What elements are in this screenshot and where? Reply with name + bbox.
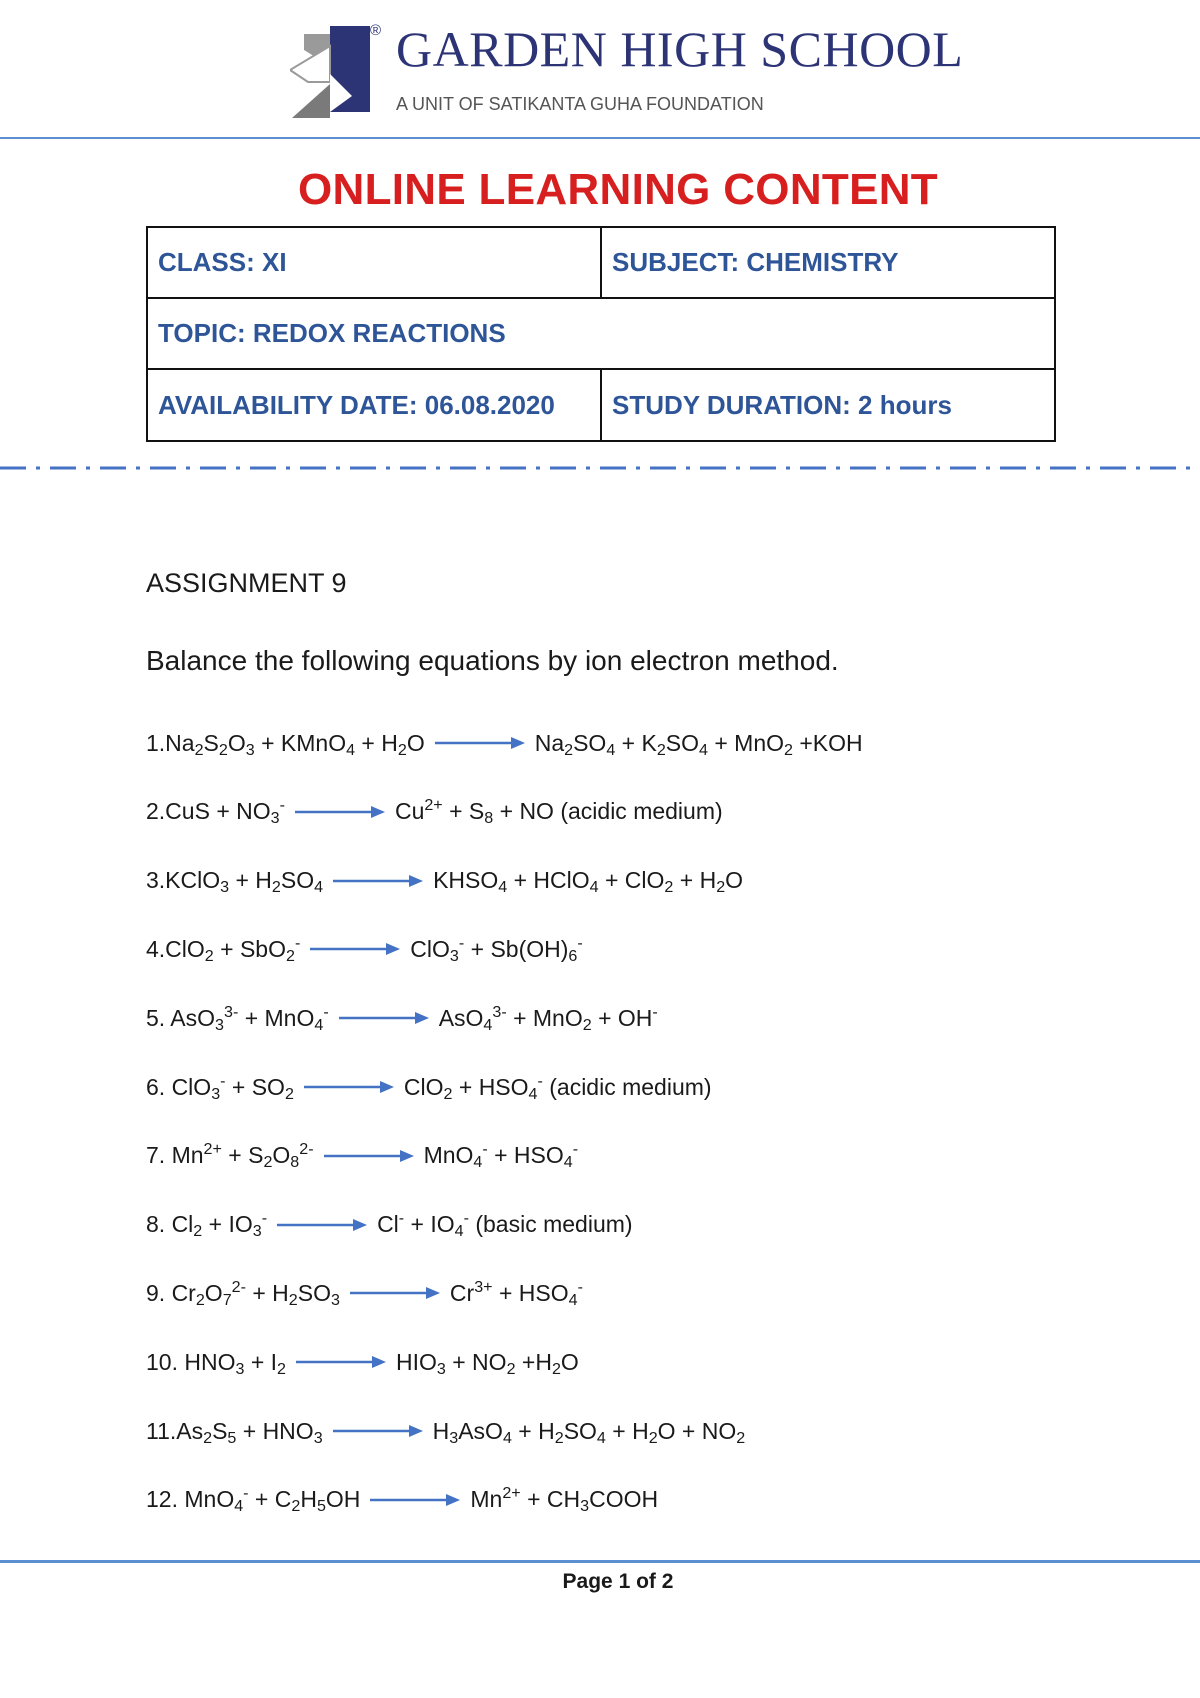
equation-reactants: 6. $ClO_3^- + SO_2$ [146,1071,294,1103]
equation-products: $Mn^{2+}$ + $CH_3COOH$ [470,1484,659,1516]
reaction-arrow-icon [296,1355,386,1369]
reaction-arrow-icon [295,805,385,819]
equation-products: $Cr^{3+} + HSO_4^-$ [449,1278,583,1309]
equation-products: $Cl^- + IO_4^-$ (basic medium) [377,1209,633,1241]
info-row [148,299,1054,370]
header-rule [0,137,1200,139]
reaction-arrow-icon [333,874,423,888]
school-subtitle: A UNIT OF SATIKANTA GUHA FOUNDATION [396,94,764,114]
equation-products: $MnO_4^- + HSO_4^-$ [423,1140,579,1172]
reaction-arrow-icon [277,1218,367,1232]
availability-cell: AVAILABILITY DATE: 06.08.2020 [148,370,602,440]
equation-products: $H_3AsO_4 + H_2SO_4 + H_2O + NO_2$ [432,1417,746,1447]
reaction-arrow-icon [435,736,525,750]
duration-cell: STUDY DURATION: 2 hours [612,389,952,420]
reaction-arrow-icon [324,1149,414,1163]
equation-item [146,1480,658,1520]
equation-products: $Cu^{2+} + S_8$ + NO (acidic medium) [394,796,723,828]
subject-cell: SUBJECT: CHEMISTRY [612,247,899,277]
equation-reactants: $2.CuS + NO_3^-$ [146,796,285,828]
equation-reactants: 4.ClO$_2$ + SbO$_2$- [146,934,301,965]
equation-item [146,792,723,832]
page-title: ONLINE LEARNING CONTENT [297,165,938,214]
equation-reactants: 9. $Cr_2O_7^{2-} + H_2SO_3$ [146,1278,340,1309]
equation-reactants: 7. $Mn^{2+} + S_2O_8^{2-}$ [146,1140,314,1172]
reaction-arrow-icon [350,1286,440,1300]
equation-item [146,1205,633,1245]
assignment-instruction: Balance the following equations by ion electron method. [146,645,839,676]
equation-reactants: 12. $MnO_4^- + C_2H_5OH$ [146,1484,361,1516]
page-number: Page 1 of 2 [562,1570,674,1593]
school-logo-icon [290,26,370,118]
equation-products: $Na_2SO_4 + K_2SO_4 + MnO_2 +KOH$ [534,729,863,759]
info-row [148,370,1054,440]
equation-products: $ClO_2 + HSO_4^-$ (acidic medium) [403,1071,712,1103]
reaction-arrow-icon [333,1424,423,1438]
registered-mark: ® [370,22,382,39]
reaction-arrow-icon [339,1011,429,1025]
footer-rule [0,1560,1200,1563]
assignment-title: ASSIGNMENT 9 [146,568,347,598]
reaction-arrow-icon [370,1493,460,1507]
equation-item [146,1067,712,1107]
equation-item [146,861,743,901]
equation-item [146,1273,583,1313]
equation-item [146,998,658,1038]
equation-item [146,1411,745,1451]
equation-reactants: 10. $HNO_3 + I_2$ [146,1348,286,1378]
info-table [146,226,1056,442]
info-row [148,228,1054,299]
school-name: GARDEN HIGH SCHOOL [396,21,964,77]
equation-item [146,1342,579,1382]
topic-cell: TOPIC: REDOX REACTIONS [158,318,506,348]
equation-products: $HIO_3 + NO_2 +H_2O$ [396,1348,579,1378]
equation-reactants: 3.KClO$_3$ + $H_2SO_4$ [146,867,324,897]
class-cell: CLASS: XI [148,228,602,297]
equation-reactants: $1.Na_2S_2O_3$ + KMnO$_4$ + $H_2O$ [146,729,425,759]
dash-dot-divider [0,465,1200,471]
equation-item [146,929,583,969]
equation-reactants: 5. AsO$_3^{3-}$ + MnO$_4$- [146,1002,329,1034]
equation-item [146,1136,578,1176]
equation-reactants: 8. $Cl_2 + IO_3^-$ [146,1209,268,1241]
reaction-arrow-icon [304,1080,394,1094]
equation-item [146,723,863,763]
equation-products: $KHSO_4$ + HClO$_4$ + $ClO_2 + H_2O$ [433,867,744,897]
equation-products: AsO$_4^{3-}$ + MnO$_2$ + OH- [438,1002,658,1034]
equation-products: $ClO_3^- + Sb(OH)_6^-$ [410,934,583,965]
reaction-arrow-icon [310,942,400,956]
equation-reactants: $11.As_2S_5 + HNO_3$ [146,1417,323,1447]
